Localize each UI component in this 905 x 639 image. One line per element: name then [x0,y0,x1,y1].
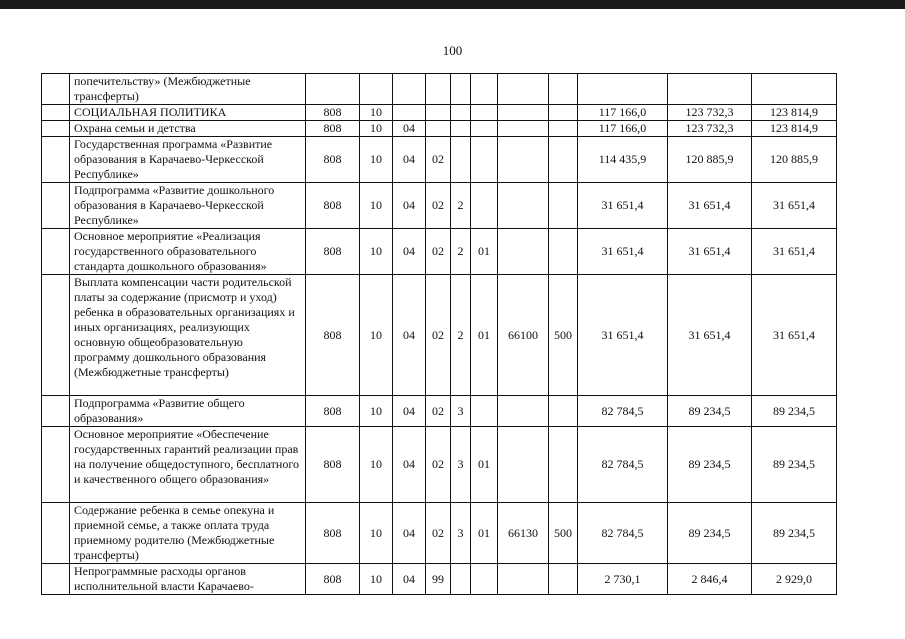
code-program [426,121,451,137]
code-activity [471,105,498,121]
code-activity: 01 [471,229,498,275]
value-year-2: 89 234,5 [668,396,752,427]
row-marker-cell [42,275,70,396]
code-activity [471,396,498,427]
code-subprogram [451,105,471,121]
code-vr [549,183,578,229]
code-gr: 808 [306,105,360,121]
code-pr: 04 [393,229,426,275]
code-vr [549,105,578,121]
code-vr: 500 [549,503,578,564]
row-name: Государственная программа «Развитие образования в Карачаево-Черкесской Республике» [70,137,306,183]
value-year-1: 117 166,0 [578,121,668,137]
code-rz: 10 [360,275,393,396]
code-direction [498,396,549,427]
row-name: СОЦИАЛЬНАЯ ПОЛИТИКА [70,105,306,121]
code-pr: 04 [393,121,426,137]
value-year-1: 31 651,4 [578,183,668,229]
value-year-3: 89 234,5 [752,396,837,427]
value-year-1: 2 730,1 [578,564,668,595]
value-year-3: 120 885,9 [752,137,837,183]
row-name: Подпрограмма «Развитие общего образования» [70,396,306,427]
code-gr: 808 [306,396,360,427]
code-direction [498,229,549,275]
scan-top-edge [0,0,905,9]
code-activity: 01 [471,275,498,396]
code-program: 02 [426,229,451,275]
code-activity [471,183,498,229]
code-vr [549,564,578,595]
row-name: Охрана семьи и детства [70,121,306,137]
table-row [42,564,837,595]
value-year-2: 123 732,3 [668,105,752,121]
code-direction [498,183,549,229]
value-year-2: 120 885,9 [668,137,752,183]
row-marker-cell [42,564,70,595]
code-rz: 10 [360,503,393,564]
code-direction [498,74,549,105]
row-marker-cell [42,183,70,229]
code-pr [393,105,426,121]
code-direction [498,121,549,137]
row-name: попечительству» (Межбюджетные трансферты) [70,74,306,105]
code-rz: 10 [360,229,393,275]
table-row [42,503,837,564]
row-marker-cell [42,74,70,105]
value-year-1: 82 784,5 [578,396,668,427]
code-gr: 808 [306,503,360,564]
code-program: 02 [426,275,451,396]
value-year-2: 123 732,3 [668,121,752,137]
value-year-3: 31 651,4 [752,183,837,229]
row-name: Подпрограмма «Развитие дошкольного образования в Карачаево-Черкесской Республике» [70,183,306,229]
code-subprogram: 3 [451,427,471,503]
code-direction [498,427,549,503]
code-rz: 10 [360,183,393,229]
code-pr: 04 [393,564,426,595]
table-row [42,183,837,229]
budget-table [41,73,837,595]
code-rz: 10 [360,137,393,183]
code-activity [471,564,498,595]
value-year-2: 31 651,4 [668,275,752,396]
code-gr: 808 [306,137,360,183]
row-name: Основное мероприятие «Реализация государственного образовательного стандарта дошкольного образования» [70,229,306,275]
value-year-2: 89 234,5 [668,427,752,503]
row-name: Основное мероприятие «Обеспечение государственных гарантий реализации прав на получение общедоступного, бесплатного и качественного общего образования» [70,427,306,503]
row-marker-cell [42,121,70,137]
code-subprogram [451,74,471,105]
value-year-1: 82 784,5 [578,427,668,503]
table-row [42,229,837,275]
code-pr: 04 [393,396,426,427]
row-marker-cell [42,137,70,183]
row-name: Содержание ребенка в семье опекуна и приемной семье, а также оплата труда приемному родителю (Межбюджетные трансферты) [70,503,306,564]
code-subprogram: 3 [451,396,471,427]
code-subprogram [451,564,471,595]
row-name: Выплата компенсации части родительской платы за содержание (присмотр и уход) ребенка в образовательных организациях и иных организациях, реализующих основную общеобразовательную программу дошкольного образования (Межбюджетные трансферты) [70,275,306,396]
code-program: 99 [426,564,451,595]
code-gr: 808 [306,229,360,275]
code-gr: 808 [306,183,360,229]
row-marker-cell [42,396,70,427]
code-activity: 01 [471,503,498,564]
code-rz [360,74,393,105]
value-year-3: 2 929,0 [752,564,837,595]
code-subprogram: 2 [451,275,471,396]
value-year-3: 89 234,5 [752,503,837,564]
code-direction [498,564,549,595]
code-rz: 10 [360,396,393,427]
code-subprogram: 3 [451,503,471,564]
code-activity [471,137,498,183]
value-year-2: 2 846,4 [668,564,752,595]
code-program: 02 [426,427,451,503]
table-row [42,105,837,121]
code-program: 02 [426,396,451,427]
row-marker-cell [42,229,70,275]
code-rz: 10 [360,105,393,121]
table-row [42,121,837,137]
code-pr: 04 [393,275,426,396]
code-gr: 808 [306,564,360,595]
row-marker-cell [42,105,70,121]
code-program: 02 [426,183,451,229]
code-activity [471,121,498,137]
table-row [42,137,837,183]
code-pr: 04 [393,427,426,503]
value-year-1: 31 651,4 [578,229,668,275]
table-row [42,74,837,105]
code-rz: 10 [360,427,393,503]
code-vr [549,229,578,275]
value-year-2: 31 651,4 [668,183,752,229]
code-subprogram [451,121,471,137]
code-direction: 66100 [498,275,549,396]
code-vr [549,121,578,137]
code-direction [498,137,549,183]
code-gr: 808 [306,275,360,396]
table-row [42,396,837,427]
code-subprogram: 2 [451,229,471,275]
value-year-3: 123 814,9 [752,105,837,121]
code-program: 02 [426,137,451,183]
value-year-1: 31 651,4 [578,275,668,396]
code-pr: 04 [393,183,426,229]
code-subprogram: 2 [451,183,471,229]
code-pr: 04 [393,137,426,183]
code-rz: 10 [360,121,393,137]
value-year-2 [668,74,752,105]
code-gr: 808 [306,427,360,503]
code-program: 02 [426,503,451,564]
row-marker-cell [42,503,70,564]
table-row [42,427,837,503]
code-rz: 10 [360,564,393,595]
code-activity [471,74,498,105]
row-marker-cell [42,427,70,503]
code-subprogram [451,137,471,183]
value-year-3 [752,74,837,105]
page-number: 100 [442,43,463,58]
value-year-2: 89 234,5 [668,503,752,564]
code-vr [549,137,578,183]
code-direction [498,105,549,121]
code-direction: 66130 [498,503,549,564]
value-year-3: 89 234,5 [752,427,837,503]
code-gr [306,74,360,105]
code-pr [393,74,426,105]
value-year-1: 114 435,9 [578,137,668,183]
value-year-1: 82 784,5 [578,503,668,564]
code-vr [549,74,578,105]
row-name: Непрограммные расходы органов исполнительной власти Карачаево- [70,564,306,595]
code-program [426,105,451,121]
code-program [426,74,451,105]
value-year-2: 31 651,4 [668,229,752,275]
value-year-1 [578,74,668,105]
table-body [42,74,837,595]
code-vr: 500 [549,275,578,396]
value-year-3: 31 651,4 [752,229,837,275]
table-row [42,275,837,396]
code-gr: 808 [306,121,360,137]
value-year-3: 31 651,4 [752,275,837,396]
code-pr: 04 [393,503,426,564]
code-vr [549,396,578,427]
code-vr [549,427,578,503]
code-activity: 01 [471,427,498,503]
value-year-3: 123 814,9 [752,121,837,137]
value-year-1: 117 166,0 [578,105,668,121]
